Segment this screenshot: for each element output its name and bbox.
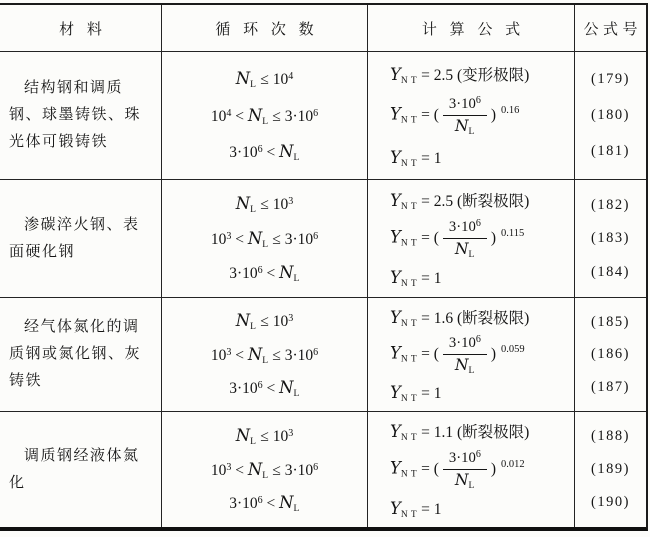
material-text: 调质钢经液体氮化 (9, 447, 140, 491)
formula-number: (185) (591, 313, 630, 330)
cycle-range: $3\cdot 10^6 < N_L$ (229, 493, 300, 515)
material-cell (0, 51, 162, 179)
formula-number: (181) (591, 143, 630, 159)
material-text: 结构钢和调质钢、球墨铸铁、珠光体可锻铸铁 (9, 80, 142, 150)
formula-number: (184) (591, 263, 630, 280)
cycle-range: $10^3 < N_L \le 3\cdot 10^6$ (210, 344, 319, 366)
formula: $Y_{N T} = 1$ (390, 383, 442, 405)
cycle-range-cell (162, 297, 368, 411)
cycle-range: $10^4 < N_L \le 3\cdot 10^6$ (210, 105, 319, 127)
header-calculation-formula: 计 算 公 式 (368, 5, 575, 51)
formula: $Y_{N T} = 1$ (390, 268, 442, 290)
formula-number: (180) (591, 107, 630, 123)
header-cycle-count: 循 环 次 数 (162, 5, 368, 51)
formula-number-cell (575, 297, 646, 411)
material-text: 渗碳淬火钢、表面硬化钢 (9, 216, 140, 260)
formula: $Y_{N T}$ = ( $\frac{3\cdot 10^6}{N_L}$ ) $^{0.16}$ (390, 95, 520, 137)
life-factor-table (0, 3, 648, 531)
cycle-range: $N_L \le 10^4$ (235, 68, 294, 90)
formula-number: (189) (591, 461, 630, 477)
cycle-range: $3\cdot 10^6 < N_L$ (229, 262, 300, 284)
cycle-range: $10^3 < N_L \le 3\cdot 10^6$ (210, 228, 319, 250)
formula-cell (368, 51, 575, 179)
header-formula-number: 公式号 (583, 21, 642, 38)
cycle-range: $N_L \le 10^3$ (235, 311, 294, 333)
cycle-range: $N_L \le 10^3$ (235, 194, 294, 216)
cycle-range: $3\cdot 10^6 < N_L$ (229, 377, 300, 399)
formula: $Y_{N T}$ = ( $\frac{3\cdot 10^6}{N_L}$ ) $^{0.059}$ (390, 334, 525, 376)
formula: $Y_{N T} = 1$ (390, 498, 442, 520)
formula-number-cell (575, 411, 646, 527)
material-cell (0, 297, 162, 411)
formula: $Y_{N T} = 2.5$ (断裂极限) (390, 190, 530, 212)
header-material: 材 料 (0, 5, 162, 51)
formula: $Y_{N T} = 1$ (390, 147, 442, 169)
cycle-range-cell (162, 51, 368, 179)
formula-number-cell (575, 51, 646, 179)
formula: $Y_{N T} = 2.5$ (变形极限) (390, 65, 530, 87)
material-cell (0, 411, 162, 527)
formula-number: (190) (591, 494, 630, 510)
cycle-range: $10^3 < N_L \le 3\cdot 10^6$ (210, 459, 319, 481)
formula-cell (368, 297, 575, 411)
formula-number: (183) (591, 230, 630, 246)
formula-cell (368, 179, 575, 297)
formula: $Y_{N T} = 1.6$ (断裂极限) (390, 307, 530, 329)
formula-number: (179) (591, 71, 630, 87)
formula-number-cell (575, 179, 646, 297)
material-cell (0, 179, 162, 297)
formula-cell (368, 411, 575, 527)
material-text: 经气体氮化的调质钢或氮化钢、灰铸铁 (9, 319, 142, 389)
cycle-range-cell (162, 179, 368, 297)
formula: $Y_{N T}$ = ( $\frac{3\cdot 10^6}{N_L}$ ) $^{0.012}$ (390, 449, 525, 491)
formula-number: (186) (591, 346, 630, 362)
formula-number: (187) (591, 378, 630, 395)
formula: $Y_{N T}$ = ( $\frac{3\cdot 10^6}{N_L}$ ) $^{0.115}$ (390, 218, 525, 260)
formula-number: (182) (591, 196, 630, 213)
cycle-range: $N_L \le 10^3$ (235, 425, 294, 447)
formula-number: (188) (591, 428, 630, 444)
cycle-range-cell (162, 411, 368, 527)
formula: $Y_{N T} = 1.1$ (断裂极限) (390, 422, 530, 444)
cycle-range: $3\cdot 10^6 < N_L$ (229, 142, 300, 164)
